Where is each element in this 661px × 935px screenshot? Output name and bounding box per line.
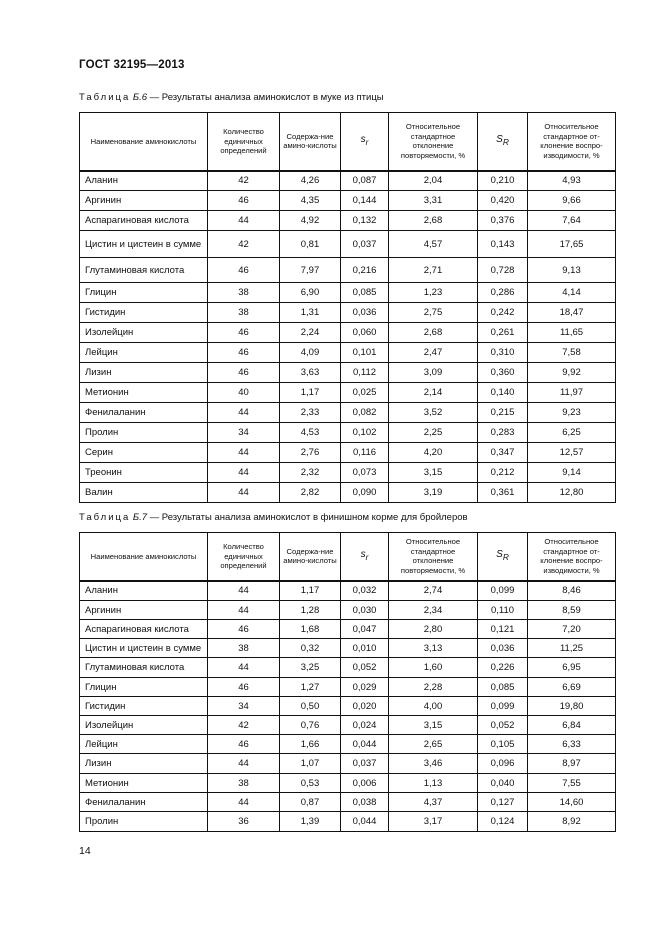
cell-content: 4,09 bbox=[280, 343, 341, 363]
cell-content: 2,24 bbox=[280, 323, 341, 343]
cell-sr: 0,029 bbox=[341, 678, 389, 697]
cell-amino-acid: Цистин и цистеин в сумме bbox=[80, 639, 208, 658]
table-row bbox=[80, 191, 616, 211]
cell-amino-acid: Треонин bbox=[80, 463, 208, 483]
document-header: ГОСТ 32195—2013 bbox=[79, 59, 185, 71]
cell-rsd-repeatability: 2,34 bbox=[389, 601, 478, 620]
caption-number: Б.6 bbox=[132, 92, 147, 103]
col-header-sr bbox=[341, 533, 389, 581]
cell-sR: 0,360 bbox=[478, 363, 528, 383]
cell-rsd-repeatability: 3,15 bbox=[389, 463, 478, 483]
cell-sr: 0,024 bbox=[341, 716, 389, 735]
cell-rsd-reproducibility: 9,92 bbox=[528, 363, 616, 383]
cell-rsd-reproducibility: 4,93 bbox=[528, 171, 616, 191]
table-b7 bbox=[79, 532, 616, 832]
table-row bbox=[80, 697, 616, 716]
cell-count: 44 bbox=[208, 403, 280, 423]
sR-subscript: R bbox=[502, 552, 509, 562]
cell-count: 44 bbox=[208, 483, 280, 503]
cell-amino-acid: Глутаминовая кислота bbox=[80, 658, 208, 678]
cell-rsd-repeatability: 2,80 bbox=[389, 620, 478, 639]
cell-content: 7,97 bbox=[280, 258, 341, 283]
sR-symbol: S bbox=[496, 134, 503, 145]
cell-count: 44 bbox=[208, 581, 280, 601]
cell-sr: 0,025 bbox=[341, 383, 389, 403]
cell-sr: 0,044 bbox=[341, 812, 389, 832]
cell-sR: 0,215 bbox=[478, 403, 528, 423]
table-row bbox=[80, 639, 616, 658]
cell-sR: 0,121 bbox=[478, 620, 528, 639]
cell-sr: 0,010 bbox=[341, 639, 389, 658]
cell-content: 1,17 bbox=[280, 383, 341, 403]
cell-sr: 0,144 bbox=[341, 191, 389, 211]
cell-amino-acid: Серин bbox=[80, 443, 208, 463]
cell-content: 3,63 bbox=[280, 363, 341, 383]
cell-rsd-repeatability: 2,75 bbox=[389, 303, 478, 323]
cell-rsd-reproducibility: 11,25 bbox=[528, 639, 616, 658]
cell-amino-acid: Метионин bbox=[80, 383, 208, 403]
cell-content: 0,53 bbox=[280, 774, 341, 793]
cell-sR: 0,261 bbox=[478, 323, 528, 343]
cell-rsd-reproducibility: 8,97 bbox=[528, 754, 616, 774]
cell-sR: 0,212 bbox=[478, 463, 528, 483]
cell-rsd-repeatability: 1,13 bbox=[389, 774, 478, 793]
cell-count: 38 bbox=[208, 774, 280, 793]
cell-count: 36 bbox=[208, 812, 280, 832]
cell-sr: 0,032 bbox=[341, 581, 389, 601]
cell-sr: 0,073 bbox=[341, 463, 389, 483]
cell-rsd-reproducibility: 6,25 bbox=[528, 423, 616, 443]
cell-content: 2,82 bbox=[280, 483, 341, 503]
table-row bbox=[80, 303, 616, 323]
cell-amino-acid: Лейцин bbox=[80, 735, 208, 754]
table-row bbox=[80, 620, 616, 639]
cell-sr: 0,052 bbox=[341, 658, 389, 678]
col-header-count: Количество единичных определений bbox=[208, 533, 280, 581]
caption-label: Таблица bbox=[79, 92, 131, 103]
cell-rsd-reproducibility: 7,64 bbox=[528, 211, 616, 231]
col-header-sR bbox=[478, 113, 528, 171]
cell-content: 2,32 bbox=[280, 463, 341, 483]
sr-symbol: s bbox=[360, 134, 366, 145]
cell-rsd-repeatability: 2,65 bbox=[389, 735, 478, 754]
cell-amino-acid: Валин bbox=[80, 483, 208, 503]
table-row bbox=[80, 258, 616, 283]
cell-rsd-reproducibility: 8,92 bbox=[528, 812, 616, 832]
cell-count: 46 bbox=[208, 678, 280, 697]
cell-sr: 0,006 bbox=[341, 774, 389, 793]
cell-amino-acid: Глутаминовая кислота bbox=[80, 258, 208, 283]
cell-rsd-reproducibility: 6,84 bbox=[528, 716, 616, 735]
cell-rsd-reproducibility: 7,58 bbox=[528, 343, 616, 363]
cell-rsd-repeatability: 2,14 bbox=[389, 383, 478, 403]
col-header-count: Количество единичных определений bbox=[208, 113, 280, 171]
cell-rsd-reproducibility: 6,95 bbox=[528, 658, 616, 678]
cell-sR: 0,210 bbox=[478, 171, 528, 191]
cell-content: 4,92 bbox=[280, 211, 341, 231]
cell-sr: 0,044 bbox=[341, 735, 389, 754]
cell-content: 1,39 bbox=[280, 812, 341, 832]
cell-sr: 0,216 bbox=[341, 258, 389, 283]
cell-amino-acid: Изолейцин bbox=[80, 323, 208, 343]
caption-text: — Результаты анализа аминокислот в муке из птицы bbox=[147, 92, 384, 103]
cell-rsd-repeatability: 4,37 bbox=[389, 793, 478, 812]
cell-sr: 0,060 bbox=[341, 323, 389, 343]
cell-sR: 0,140 bbox=[478, 383, 528, 403]
cell-rsd-repeatability: 3,15 bbox=[389, 716, 478, 735]
cell-sr: 0,038 bbox=[341, 793, 389, 812]
cell-rsd-repeatability: 2,74 bbox=[389, 581, 478, 601]
table-header-row bbox=[80, 113, 616, 171]
cell-sr: 0,087 bbox=[341, 171, 389, 191]
cell-count: 42 bbox=[208, 231, 280, 258]
cell-count: 42 bbox=[208, 171, 280, 191]
cell-rsd-reproducibility: 11,97 bbox=[528, 383, 616, 403]
cell-count: 46 bbox=[208, 620, 280, 639]
cell-amino-acid: Гистидин bbox=[80, 303, 208, 323]
table-row bbox=[80, 581, 616, 601]
cell-amino-acid: Пролин bbox=[80, 423, 208, 443]
cell-sR: 0,036 bbox=[478, 639, 528, 658]
table-row bbox=[80, 383, 616, 403]
cell-content: 1,28 bbox=[280, 601, 341, 620]
cell-rsd-repeatability: 2,71 bbox=[389, 258, 478, 283]
col-header-name: Наименование аминокислоты bbox=[80, 533, 208, 581]
cell-rsd-reproducibility: 9,13 bbox=[528, 258, 616, 283]
table-row bbox=[80, 658, 616, 678]
col-header-sR bbox=[478, 533, 528, 581]
cell-rsd-repeatability: 4,20 bbox=[389, 443, 478, 463]
cell-rsd-reproducibility: 8,46 bbox=[528, 581, 616, 601]
cell-content: 0,76 bbox=[280, 716, 341, 735]
cell-rsd-repeatability: 2,47 bbox=[389, 343, 478, 363]
cell-rsd-repeatability: 3,09 bbox=[389, 363, 478, 383]
cell-content: 4,26 bbox=[280, 171, 341, 191]
cell-content: 0,32 bbox=[280, 639, 341, 658]
col-header-rsd-reproducibility: Относительное стандартное от-клонение воспро-изводимости, % bbox=[528, 533, 616, 581]
col-header-content: Содержа-ние амино-кислоты bbox=[280, 113, 341, 171]
cell-rsd-repeatability: 2,28 bbox=[389, 678, 478, 697]
col-header-content: Содержа-ние амино-кислоты bbox=[280, 533, 341, 581]
cell-rsd-repeatability: 3,19 bbox=[389, 483, 478, 503]
cell-amino-acid: Фенилаланин bbox=[80, 793, 208, 812]
cell-sR: 0,096 bbox=[478, 754, 528, 774]
table-row bbox=[80, 716, 616, 735]
table-row bbox=[80, 283, 616, 303]
cell-content: 1,17 bbox=[280, 581, 341, 601]
cell-sR: 0,099 bbox=[478, 581, 528, 601]
cell-rsd-repeatability: 2,68 bbox=[389, 211, 478, 231]
cell-amino-acid: Аланин bbox=[80, 171, 208, 191]
cell-sr: 0,132 bbox=[341, 211, 389, 231]
cell-count: 34 bbox=[208, 697, 280, 716]
cell-rsd-reproducibility: 9,23 bbox=[528, 403, 616, 423]
cell-rsd-repeatability: 3,13 bbox=[389, 639, 478, 658]
table-row bbox=[80, 754, 616, 774]
cell-rsd-reproducibility: 8,59 bbox=[528, 601, 616, 620]
cell-content: 0,50 bbox=[280, 697, 341, 716]
cell-sR: 0,310 bbox=[478, 343, 528, 363]
cell-content: 4,53 bbox=[280, 423, 341, 443]
cell-amino-acid: Аланин bbox=[80, 581, 208, 601]
cell-rsd-repeatability: 1,60 bbox=[389, 658, 478, 678]
cell-sr: 0,082 bbox=[341, 403, 389, 423]
table-header-row bbox=[80, 533, 616, 581]
cell-rsd-reproducibility: 11,65 bbox=[528, 323, 616, 343]
sR-symbol: S bbox=[496, 549, 503, 560]
table-row bbox=[80, 735, 616, 754]
cell-count: 46 bbox=[208, 191, 280, 211]
cell-count: 44 bbox=[208, 601, 280, 620]
cell-sR: 0,127 bbox=[478, 793, 528, 812]
cell-count: 40 bbox=[208, 383, 280, 403]
cell-amino-acid: Пролин bbox=[80, 812, 208, 832]
table-b7-caption bbox=[79, 512, 468, 523]
cell-sR: 0,226 bbox=[478, 658, 528, 678]
table-row bbox=[80, 211, 616, 231]
cell-content: 1,07 bbox=[280, 754, 341, 774]
sr-subscript: r bbox=[365, 552, 369, 562]
cell-rsd-repeatability: 3,17 bbox=[389, 812, 478, 832]
cell-content: 1,27 bbox=[280, 678, 341, 697]
caption-number: Б.7 bbox=[132, 512, 147, 523]
cell-sR: 0,728 bbox=[478, 258, 528, 283]
cell-sr: 0,037 bbox=[341, 754, 389, 774]
table-row bbox=[80, 343, 616, 363]
cell-rsd-repeatability: 4,00 bbox=[389, 697, 478, 716]
cell-count: 38 bbox=[208, 303, 280, 323]
table-row bbox=[80, 403, 616, 423]
table-b6-caption bbox=[79, 92, 384, 103]
cell-amino-acid: Метионин bbox=[80, 774, 208, 793]
cell-count: 44 bbox=[208, 211, 280, 231]
cell-count: 44 bbox=[208, 793, 280, 812]
cell-amino-acid: Аспарагиновая кислота bbox=[80, 620, 208, 639]
col-header-rsd-reproducibility: Относительное стандартное от-клонение воспро-изводимости, % bbox=[528, 113, 616, 171]
cell-content: 0,81 bbox=[280, 231, 341, 258]
cell-count: 46 bbox=[208, 343, 280, 363]
cell-amino-acid: Изолейцин bbox=[80, 716, 208, 735]
cell-count: 38 bbox=[208, 283, 280, 303]
cell-count: 44 bbox=[208, 658, 280, 678]
table-b6 bbox=[79, 112, 616, 503]
cell-sr: 0,085 bbox=[341, 283, 389, 303]
cell-count: 38 bbox=[208, 639, 280, 658]
table-row bbox=[80, 423, 616, 443]
cell-count: 46 bbox=[208, 258, 280, 283]
cell-content: 1,66 bbox=[280, 735, 341, 754]
cell-rsd-repeatability: 2,25 bbox=[389, 423, 478, 443]
table-body bbox=[80, 581, 616, 832]
cell-rsd-reproducibility: 14,60 bbox=[528, 793, 616, 812]
cell-count: 46 bbox=[208, 323, 280, 343]
cell-sR: 0,361 bbox=[478, 483, 528, 503]
cell-rsd-repeatability: 1,23 bbox=[389, 283, 478, 303]
table-row bbox=[80, 793, 616, 812]
cell-sr: 0,036 bbox=[341, 303, 389, 323]
cell-sR: 0,052 bbox=[478, 716, 528, 735]
col-header-rsd-repeatability: Относительное стандартное отклонение повторяемости, % bbox=[389, 533, 478, 581]
table-row bbox=[80, 463, 616, 483]
cell-count: 44 bbox=[208, 443, 280, 463]
cell-sR: 0,143 bbox=[478, 231, 528, 258]
cell-sR: 0,040 bbox=[478, 774, 528, 793]
table-row bbox=[80, 171, 616, 191]
cell-amino-acid: Аспарагиновая кислота bbox=[80, 211, 208, 231]
col-header-name: Наименование аминокислоты bbox=[80, 113, 208, 171]
cell-sR: 0,286 bbox=[478, 283, 528, 303]
cell-content: 1,31 bbox=[280, 303, 341, 323]
cell-amino-acid: Аргинин bbox=[80, 191, 208, 211]
cell-sR: 0,124 bbox=[478, 812, 528, 832]
table-row bbox=[80, 678, 616, 697]
cell-rsd-reproducibility: 9,66 bbox=[528, 191, 616, 211]
cell-amino-acid: Фенилаланин bbox=[80, 403, 208, 423]
cell-rsd-reproducibility: 12,80 bbox=[528, 483, 616, 503]
cell-rsd-reproducibility: 19,80 bbox=[528, 697, 616, 716]
cell-rsd-repeatability: 3,52 bbox=[389, 403, 478, 423]
sr-subscript: r bbox=[365, 137, 369, 147]
col-header-rsd-repeatability: Относительное стандартное отклонение повторяемости, % bbox=[389, 113, 478, 171]
cell-sR: 0,283 bbox=[478, 423, 528, 443]
cell-rsd-reproducibility: 17,65 bbox=[528, 231, 616, 258]
sR-subscript: R bbox=[502, 137, 509, 147]
table-row bbox=[80, 774, 616, 793]
cell-amino-acid: Лейцин bbox=[80, 343, 208, 363]
cell-amino-acid: Лизин bbox=[80, 363, 208, 383]
cell-rsd-reproducibility: 12,57 bbox=[528, 443, 616, 463]
table-row bbox=[80, 231, 616, 258]
cell-sR: 0,110 bbox=[478, 601, 528, 620]
cell-rsd-reproducibility: 6,33 bbox=[528, 735, 616, 754]
cell-count: 44 bbox=[208, 463, 280, 483]
cell-sr: 0,030 bbox=[341, 601, 389, 620]
cell-sR: 0,347 bbox=[478, 443, 528, 463]
col-header-sr bbox=[341, 113, 389, 171]
cell-count: 44 bbox=[208, 754, 280, 774]
cell-sR: 0,420 bbox=[478, 191, 528, 211]
cell-sr: 0,020 bbox=[341, 697, 389, 716]
cell-count: 34 bbox=[208, 423, 280, 443]
table-row bbox=[80, 443, 616, 463]
cell-rsd-repeatability: 4,57 bbox=[389, 231, 478, 258]
cell-sr: 0,090 bbox=[341, 483, 389, 503]
cell-sR: 0,242 bbox=[478, 303, 528, 323]
table-row bbox=[80, 812, 616, 832]
cell-sr: 0,116 bbox=[341, 443, 389, 463]
caption-text: — Результаты анализа аминокислот в финишном корме для бройлеров bbox=[147, 512, 468, 523]
cell-sR: 0,105 bbox=[478, 735, 528, 754]
cell-rsd-repeatability: 2,04 bbox=[389, 171, 478, 191]
cell-content: 0,87 bbox=[280, 793, 341, 812]
cell-content: 4,35 bbox=[280, 191, 341, 211]
cell-rsd-reproducibility: 7,20 bbox=[528, 620, 616, 639]
cell-rsd-reproducibility: 9,14 bbox=[528, 463, 616, 483]
table-row bbox=[80, 601, 616, 620]
cell-sR: 0,376 bbox=[478, 211, 528, 231]
cell-sr: 0,037 bbox=[341, 231, 389, 258]
cell-sr: 0,112 bbox=[341, 363, 389, 383]
table-row bbox=[80, 323, 616, 343]
cell-sr: 0,047 bbox=[341, 620, 389, 639]
cell-content: 3,25 bbox=[280, 658, 341, 678]
cell-amino-acid: Глицин bbox=[80, 678, 208, 697]
cell-count: 46 bbox=[208, 735, 280, 754]
cell-amino-acid: Цистин и цистеин в сумме bbox=[80, 231, 208, 258]
cell-amino-acid: Аргинин bbox=[80, 601, 208, 620]
cell-count: 42 bbox=[208, 716, 280, 735]
cell-rsd-reproducibility: 18,47 bbox=[528, 303, 616, 323]
cell-sr: 0,102 bbox=[341, 423, 389, 443]
cell-content: 2,76 bbox=[280, 443, 341, 463]
cell-sR: 0,085 bbox=[478, 678, 528, 697]
cell-content: 1,68 bbox=[280, 620, 341, 639]
table-row bbox=[80, 363, 616, 383]
cell-rsd-reproducibility: 7,55 bbox=[528, 774, 616, 793]
table-row bbox=[80, 483, 616, 503]
cell-rsd-repeatability: 2,68 bbox=[389, 323, 478, 343]
sr-symbol: s bbox=[360, 549, 366, 560]
cell-content: 2,33 bbox=[280, 403, 341, 423]
cell-rsd-reproducibility: 6,69 bbox=[528, 678, 616, 697]
table-body bbox=[80, 171, 616, 503]
cell-amino-acid: Глицин bbox=[80, 283, 208, 303]
cell-content: 6,90 bbox=[280, 283, 341, 303]
cell-sr: 0,101 bbox=[341, 343, 389, 363]
page-number: 14 bbox=[79, 845, 91, 857]
cell-rsd-reproducibility: 4,14 bbox=[528, 283, 616, 303]
cell-amino-acid: Лизин bbox=[80, 754, 208, 774]
cell-rsd-repeatability: 3,31 bbox=[389, 191, 478, 211]
caption-label: Таблица bbox=[79, 512, 131, 523]
cell-amino-acid: Гистидин bbox=[80, 697, 208, 716]
cell-rsd-repeatability: 3,46 bbox=[389, 754, 478, 774]
cell-sR: 0,099 bbox=[478, 697, 528, 716]
cell-count: 46 bbox=[208, 363, 280, 383]
